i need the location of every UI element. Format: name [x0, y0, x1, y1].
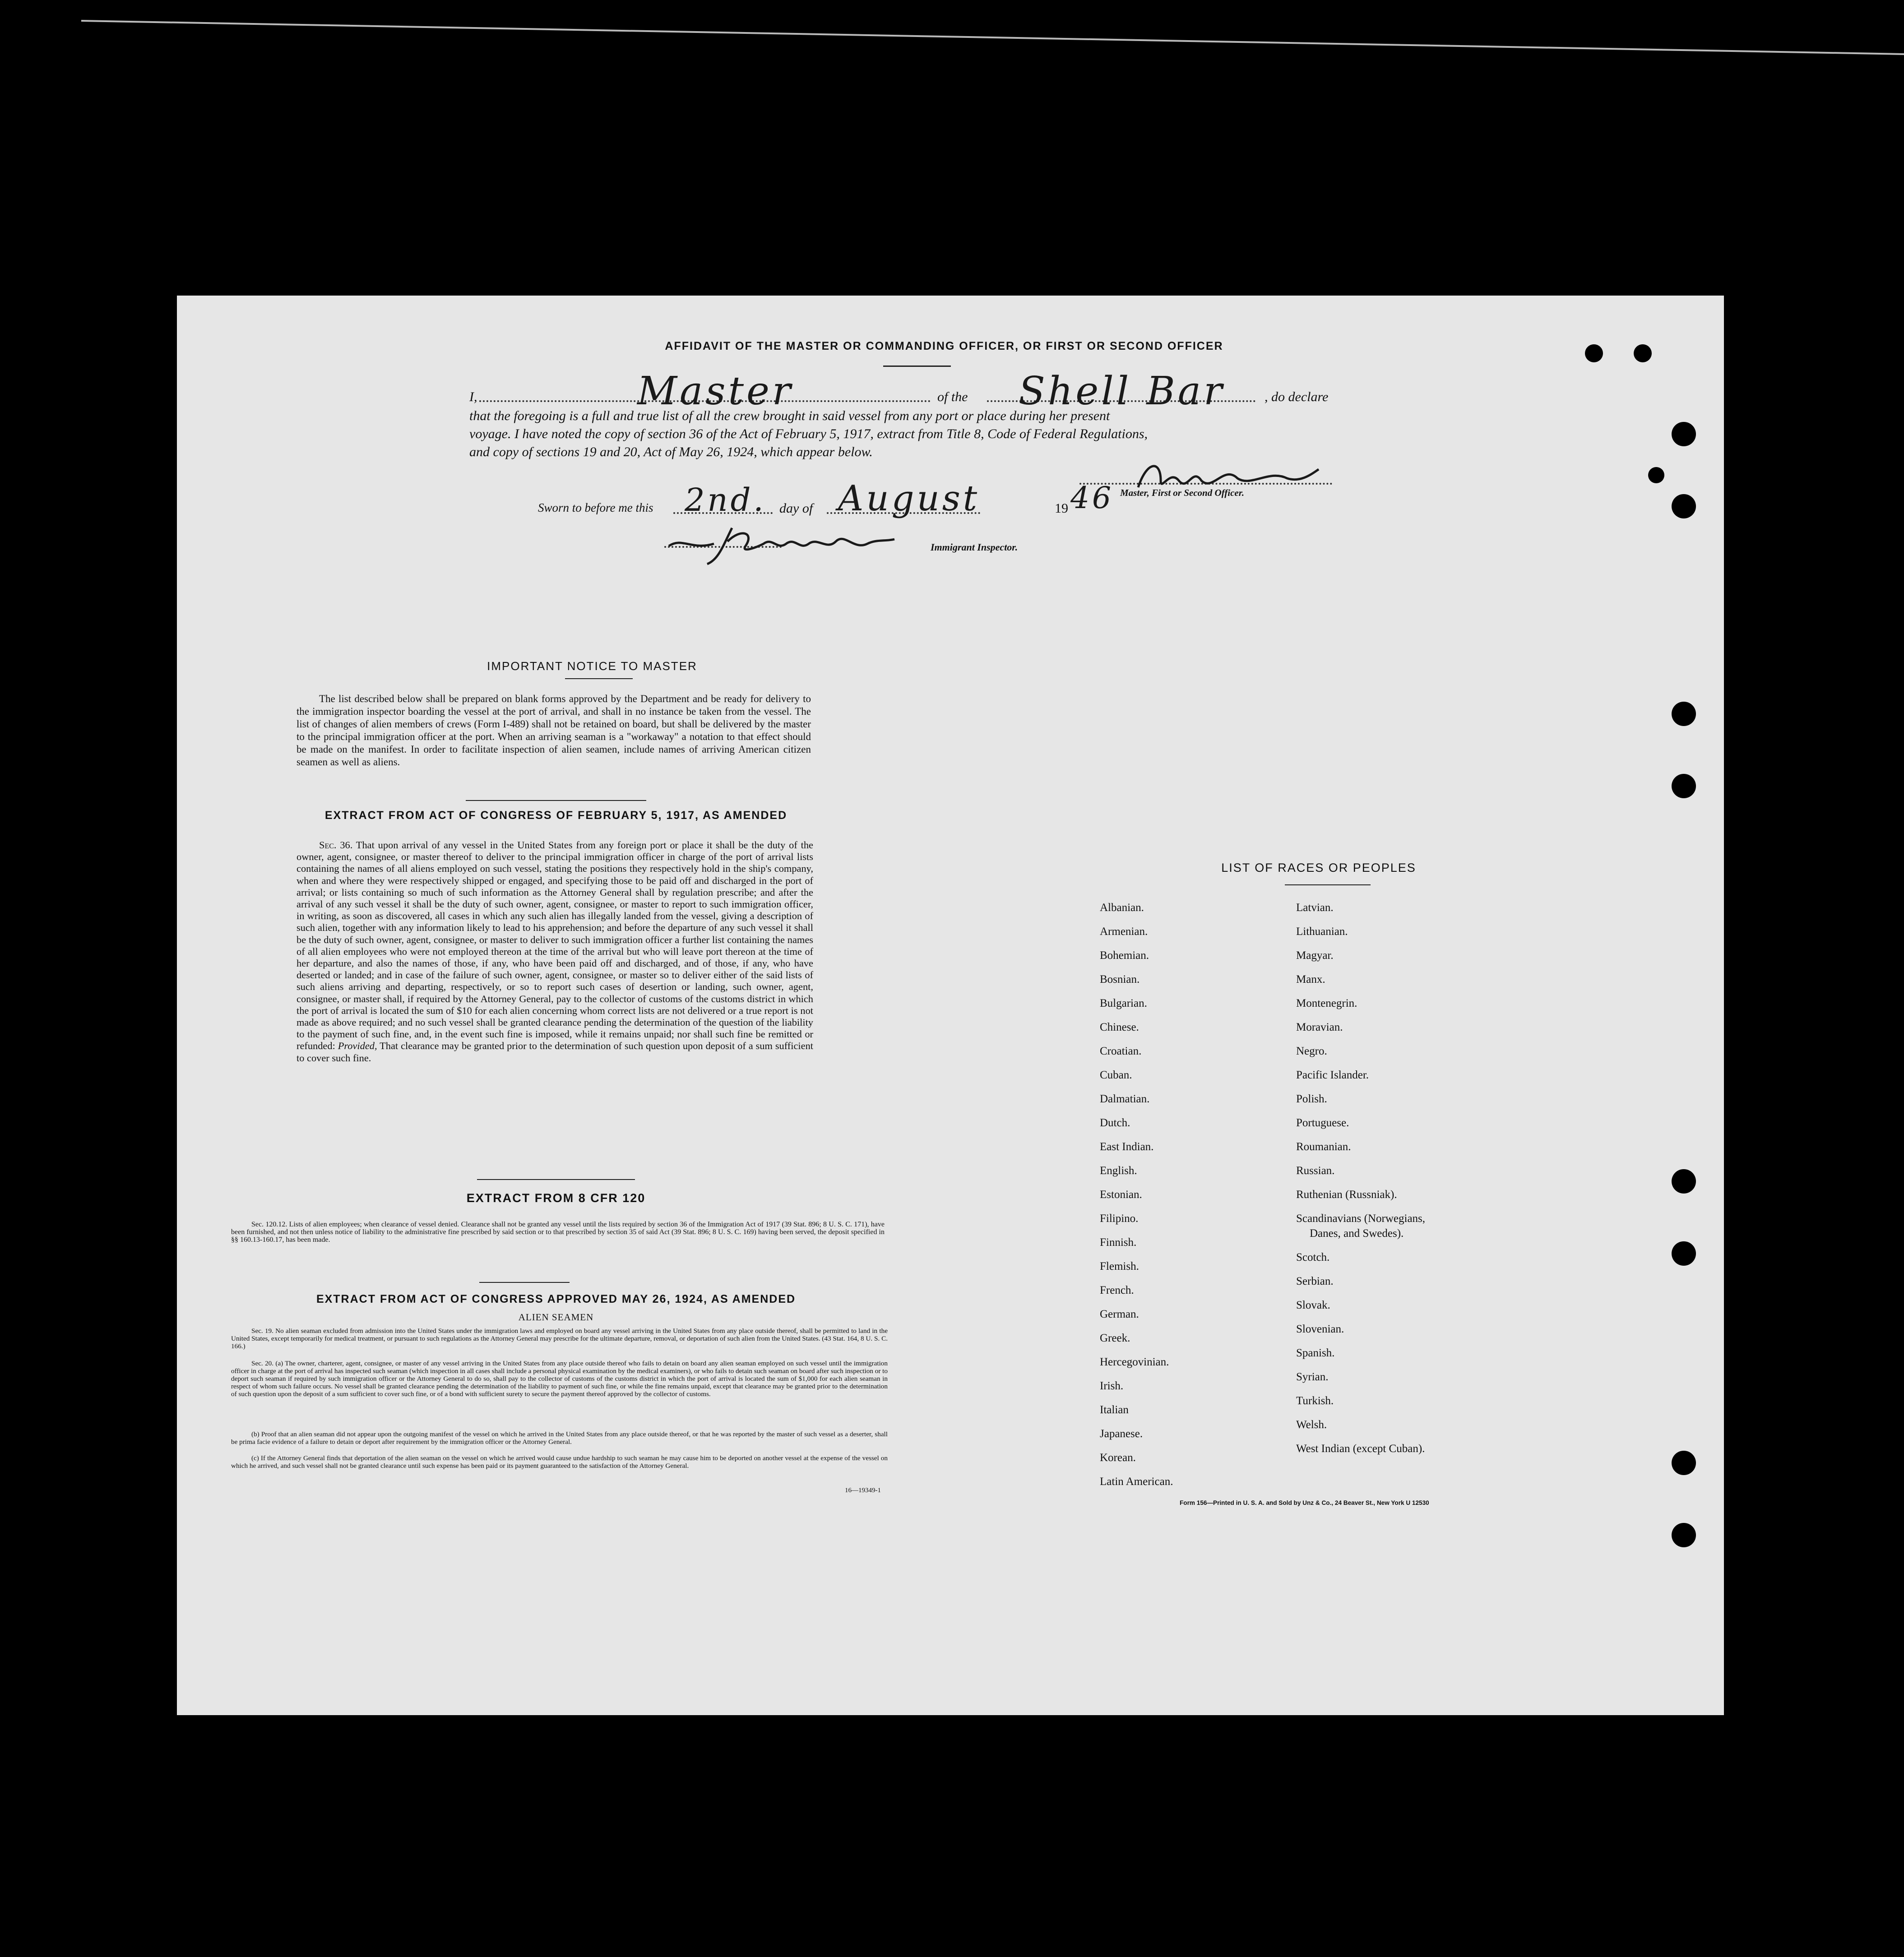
race-item: Russian. — [1296, 1165, 1335, 1177]
extract-1924-title: EXTRACT FROM ACT OF CONGRESS APPROVED MAY 26, 1924, AS AMENDED — [316, 1293, 796, 1305]
notice-bottom-rule — [466, 800, 646, 801]
binder-hole — [1672, 1523, 1696, 1547]
affidavit-body-line3: voyage. I have noted the copy of section 36 of the Act of February 5, 1917, extract from Title 8, Code of Federal Regulations, — [469, 426, 1148, 441]
inspector-label: Immigrant Inspector. — [931, 541, 1018, 553]
races-rule — [1285, 884, 1371, 885]
race-item: West Indian (except Cuban). — [1296, 1443, 1425, 1455]
notice-rule — [565, 678, 633, 679]
day-of-text: day of — [779, 501, 813, 516]
race-item: Irish. — [1100, 1380, 1124, 1392]
officer-signature-label: Master, First or Second Officer. — [1120, 487, 1244, 498]
year-printed: 19 — [1055, 501, 1068, 516]
section-36-text: That upon arrival of any vessel in the United States from any foreign port or place it shall be the duty of the owner, agent, consignee, or master thereof to deliver to the principal immigration officer in charge of the port of arrival lists containing the names of all aliens employed on such vessel, stating the positions they respectively hold in the ship's company, when and where they were respectively shipped or engaged, and specifying those to be paid off and discharged in the port of arrival; or lists containing so much of such information as the Attorney General shall by regulation prescribe; and after the arrival of any such vessel it shall be the duty of such owner, agent, consignee, or master to report to such immigration officer, in writing, as soon as discovered, all cases in which any such alien has illegally landed from the vessel, giving a description of such alien, together with any information likely to lead to his apprehension; and before the departure of any such vessel it shall be the duty of such owner, agent, consignee, or master to deliver to such immigration officer a further list containing the names of all alien employees who were not employed thereon at the time of the arrival but who will leave port thereon at the time of her departure, and also the names of those, if any, who have been paid off and discharged, and of those, if any, who have deserted or landed; and in case of the failure of such owner, agent, consignee, or master so to deliver either of the said lists of such aliens arriving and departing, respectively, or so to report such cases of desertion or landing, such owner, agent, consignee, or master shall, if required by the Attorney General, pay to the collector of customs of the customs district in which the port of arrival is located the sum of $10 for each alien concerning whom correct lists are not delivered or a true report is not made as above required; and no such vessel shall be granted clearance pending the determination of the question of the liability to the payment of such fine, and, in the event such fine is imposed, while it remains unpaid; nor shall such fine be remitted or refunded: — [296, 839, 813, 1052]
affidavit-title: AFFIDAVIT OF THE MASTER OR COMMANDING OFFICER, OR FIRST OR SECOND OFFICER — [665, 340, 1223, 352]
race-item: Syrian. — [1296, 1371, 1329, 1383]
race-item: Lithuanian. — [1296, 925, 1348, 938]
affidavit-body-line4: and copy of sections 19 and 20, Act of May 26, 1924, which appear below. — [469, 444, 873, 459]
extract-1924-sec20a: Sec. 20. (a) The owner, charterer, agent, consignee, or master of any vessel arriving in the United States from any place outside thereof who fails to detain on board any alien seaman employed on such vessel until the immigration officer in charge at the port of arrival has inspected such seaman (which inspection in all cases shall include a personal physical examination by the medical examiners), or who fails to detain such seaman on board after such inspection or to deport such seaman if required by such immigration officer or the Attorney General to do so, shall pay to the collector of customs of the customs district in which the port of arrival is located the sum of $1,000 for each alien seaman in respect of whom such failure occurs. No vessel shall be granted clearance pending the determination of the liability to payment of such fine, or while the fine remains unpaid, except that clearance may be granted prior to the determination of such question upon the deposit of a sum sufficient to cover such fine, or of a bond with sufficient surety to secure the payment thereof approved by the collector of customs. — [231, 1360, 888, 1398]
officer-title-handwritten: Master — [637, 369, 794, 414]
extract-1924-sec20c: (c) If the Attorney General finds that deportation of the alien seaman on the vessel on which he arrived would cause undue hardship to such seaman he may cause him to be deported on another vessel at the expense of the vessel on which he arrived, and such vessel shall not be granted clearance until such expense has been paid or its payment guaranteed to the satisfaction of the Attorney General. — [231, 1454, 888, 1470]
race-item: Slovak. — [1296, 1299, 1330, 1311]
binder-hole — [1672, 774, 1696, 798]
race-item: Latin American. — [1100, 1476, 1173, 1488]
race-item: Japanese. — [1100, 1428, 1143, 1440]
section-36-label: Sec. 36. — [319, 839, 353, 851]
race-item: Korean. — [1100, 1452, 1136, 1464]
extract-1924-subtitle: ALIEN SEAMEN — [518, 1312, 594, 1323]
race-item: Dutch. — [1100, 1117, 1130, 1129]
race-item: Manx. — [1296, 973, 1325, 985]
races-column-1 — [1100, 896, 1173, 1494]
binder-hole — [1634, 344, 1652, 362]
race-item: Greek. — [1100, 1332, 1130, 1344]
extract-cfr-bottom-rule — [479, 1282, 570, 1283]
affidavit-line1-prefix: I, — [469, 389, 477, 404]
race-item: Turkish. — [1296, 1395, 1334, 1407]
race-item: Scandinavians (Norwegians, — [1296, 1212, 1426, 1225]
inspector-signature — [664, 519, 899, 566]
race-item: Danes, and Swedes). — [1310, 1227, 1404, 1240]
scan-edge-line — [81, 20, 1904, 55]
race-item: Hercegovinian. — [1100, 1356, 1169, 1368]
race-item: Negro. — [1296, 1045, 1327, 1057]
notice-body: The list described below shall be prepared on blank forms approved by the Department and be ready for delivery to the immigration inspector boarding the vessel at the port of arrival, and shall in no instance be taken from the vessel. The list of changes of alien members of crews (Form I-489) shall not be retained on board, but shall be delivered by the master to the principal immigration officer at the port. When an arriving seaman is a "workaway" a notation to that effect should be made on the manifest. In order to facilitate inspection of alien seamen, include names of arriving American citizen seamen as well as aliens. — [296, 693, 811, 768]
do-declare-text: , do declare — [1265, 389, 1329, 404]
race-item: Polish. — [1296, 1093, 1327, 1105]
race-item: Latvian. — [1296, 902, 1334, 914]
race-item: Moravian. — [1296, 1021, 1343, 1033]
race-item: English. — [1100, 1165, 1137, 1177]
binder-hole — [1672, 494, 1696, 518]
race-item: East Indian. — [1100, 1141, 1154, 1153]
race-item: Filipino. — [1100, 1212, 1139, 1225]
race-item: Estonian. — [1100, 1189, 1142, 1201]
year-handwritten: 46 — [1070, 481, 1114, 515]
extract-1924-sec20b: (b) Proof that an alien seaman did not appear upon the outgoing manifest of the vessel on which he arrived in the United States from any place outside thereof, or that he was reported by the master of such vessel as a deserter, shall be prima facie evidence of a failure to detain or deport after requirement by the immigration officer or the Attorney General. — [231, 1430, 888, 1446]
race-item: Pacific Islander. — [1296, 1069, 1369, 1081]
race-item: Montenegrin. — [1296, 997, 1357, 1009]
day-handwritten: 2nd. — [685, 481, 766, 518]
document-page — [177, 296, 1724, 1715]
race-item: Bohemian. — [1100, 949, 1149, 962]
race-item: Welsh. — [1296, 1419, 1327, 1431]
month-handwritten: August — [838, 478, 980, 519]
race-item: Scotch. — [1296, 1251, 1330, 1263]
race-item: Bulgarian. — [1100, 997, 1147, 1009]
vessel-name-handwritten: Shell Bar — [1019, 369, 1225, 414]
notice-title: IMPORTANT NOTICE TO MASTER — [487, 659, 697, 673]
race-item: Dalmatian. — [1100, 1093, 1150, 1105]
extract-1917-bottom-rule — [477, 1179, 635, 1180]
race-item: French. — [1100, 1284, 1134, 1296]
race-item: German. — [1100, 1308, 1139, 1320]
extract-1924-sec19: Sec. 19. No alien seaman excluded from admission into the United States under the immigration laws and employed on board any vessel arriving in the United States from any place outside thereof, shall be permitted to land in the United States, except temporarily for medical treatment, or pursuant to such regulations as the Attorney General may prescribe for the ultimate departure, removal, or deportation of such alien from the United States. (43 Stat. 164, 8 U. S. C. 166.) — [231, 1327, 888, 1350]
race-item: Albanian. — [1100, 902, 1144, 914]
race-item: Roumanian. — [1296, 1141, 1351, 1153]
race-item: Magyar. — [1296, 949, 1334, 962]
race-item: Ruthenian (Russniak). — [1296, 1189, 1397, 1201]
binder-hole — [1672, 702, 1696, 726]
race-item: Flemish. — [1100, 1260, 1139, 1272]
binder-hole — [1672, 1241, 1696, 1266]
provided-label: Provided, — [338, 1040, 377, 1052]
section-36-end: That clearance may be granted prior to the determination of such question upon deposit of a sum sufficient to cover such fine. — [296, 1040, 813, 1064]
printer-imprint: Form 156—Printed in U. S. A. and Sold by Unz & Co., 24 Beaver St., New York U 12530 — [1180, 1499, 1429, 1506]
binder-hole — [1585, 344, 1603, 362]
binder-hole — [1672, 1451, 1696, 1475]
extract-1917-title: EXTRACT FROM ACT OF CONGRESS OF FEBRUARY 5, 1917, AS AMENDED — [324, 809, 788, 822]
binder-hole — [1672, 422, 1696, 446]
sworn-text: Sworn to before me this — [538, 501, 653, 514]
extract-cfr-body: Sec. 120.12. Lists of alien employees; when clearance of vessel denied. Clearance shall not be granted any vessel until the lists required by section 36 of the Immigration Act of 1917 (39 Stat. 896; 8 U. S. C. 171), have been furnished, and not then unless notice of liability to the administrative fine prescribed by said section or to that prescribed by section 35 of said Act (39 Stat. 896; 8 U. S. C. 169) having been served, the deposit specified in §§ 160.13-160.17, has been made. — [231, 1221, 885, 1244]
of-the-text: of the — [937, 389, 968, 404]
race-item: Slovenian. — [1296, 1323, 1344, 1335]
form-code: 16—19349-1 — [845, 1487, 881, 1494]
race-item: Chinese. — [1100, 1021, 1139, 1033]
race-item: Bosnian. — [1100, 973, 1140, 985]
races-column-2 — [1296, 896, 1425, 1461]
title-rule — [883, 365, 951, 367]
races-title: LIST OF RACES OR PEOPLES — [1221, 861, 1416, 874]
binder-hole — [1648, 467, 1664, 483]
race-item: Armenian. — [1100, 925, 1148, 938]
race-item: Italian — [1100, 1404, 1129, 1416]
race-item: Cuban. — [1100, 1069, 1132, 1081]
race-item: Serbian. — [1296, 1275, 1334, 1287]
binder-hole — [1672, 1169, 1696, 1194]
race-item: Croatian. — [1100, 1045, 1142, 1057]
race-item: Portuguese. — [1296, 1117, 1349, 1129]
race-item: Finnish. — [1100, 1236, 1137, 1249]
race-item: Spanish. — [1296, 1347, 1335, 1359]
affidavit-body-line2: that the foregoing is a full and true list of all the crew brought in said vessel from any port or place during her present — [469, 408, 1110, 423]
extract-cfr-title: EXTRACT FROM 8 CFR 120 — [466, 1191, 646, 1205]
extract-1917-body — [296, 839, 813, 1064]
